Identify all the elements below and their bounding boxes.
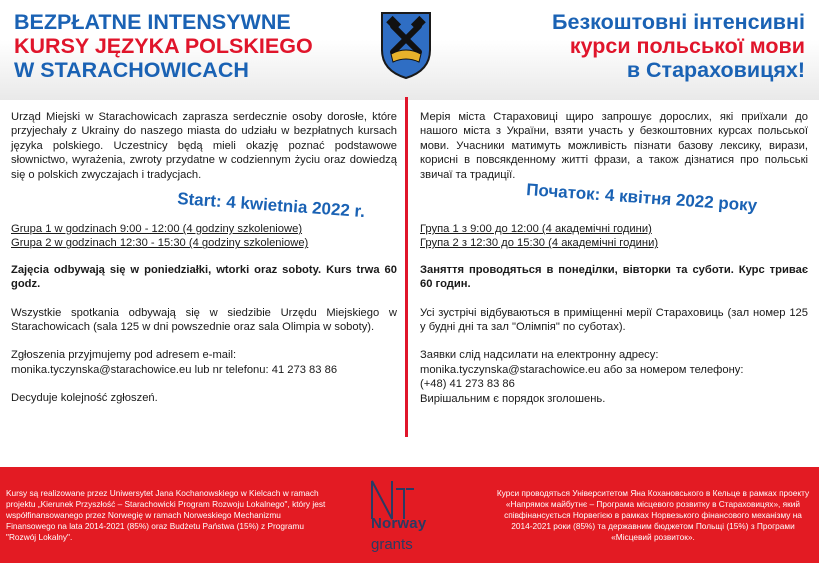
ukrainian-order-note: Вирішальним є порядок зголошень. — [420, 392, 606, 405]
ukrainian-contact — [420, 348, 808, 391]
coat-of-arms-crest-icon — [379, 10, 433, 80]
ukrainian-group-2: Група 2 з 12:30 до 15:30 (4 академічні години) — [420, 237, 659, 250]
grants-logo-word: grants — [371, 536, 413, 553]
polish-schedule: Zajęcia odbywają się w poniedziałki, wtorki oraz soboty. Kurs trwa 60 godz. — [11, 263, 397, 291]
footer-polish-text: Kursy są realizowane przez Uniwersytet Jana Kochanowskiego w Kielcach w ramach projektu „Kierunek Przyszłość – Starachowicki Program Rozwoju Lokalnego", który jest współfinansowanego przez Norwegię w ramach Norweskiego Mechanizmu Finansowego na lata 2014-2021 (85%) oraz Budżetu Państwa (15%) z Programu "Rozwój Lokalny". — [6, 488, 326, 542]
polish-intro: Urząd Miejski w Starachowicach zaprasza serdecznie osoby dorosłe, które przyjechały z Ukrainy do naszego miasta do udziału w bezpłatnych kursach języka polskiego. Uczestnicy będą mieli okazję poznać podstawowe słownictwo, wyrażenia, zwroty przydatne w codziennym życiu oraz dowiedzą się o polskich zwyczajach i tradycjach. — [11, 111, 397, 181]
ukrainian-title — [475, 10, 805, 82]
center-divider — [405, 97, 408, 437]
polish-contact-line-1: Zgłoszenia przyjmujemy pod adresem e-mail: — [11, 349, 237, 362]
polish-title-line-2: KURSY JĘZYKA POLSKIEGO — [14, 34, 313, 58]
ukrainian-contact-line-2[interactable]: monika.tyczynska@starachowice.eu або за номером телефону: — [420, 363, 744, 376]
polish-location: Wszystkie spotkania odbywają się w siedzibie Urzędu Miejskiego w Starachowicach (sala 125 w dni powszednie oraz sala Olimpia w soboty). — [11, 306, 397, 334]
ukrainian-column — [420, 110, 808, 420]
polish-title-line-3: W STARACHOWICACH — [14, 58, 249, 82]
ukrainian-intro: Мерія міста Стараховиці щиро запрошує дорослих, які приїхали до нашого міста з України, взяти участь у безкоштовних курсах польської мови. Учасники матимуть можливість пізнати базову лексику, вирази, корисні в повсякденному житті фрази, а також дізнатися про польські звичаї та традиції. — [420, 111, 808, 181]
polish-group-2: Grupa 2 w godzinach 12:30 - 15:30 (4 godziny szkoleniowe) — [11, 237, 309, 250]
ukrainian-contact-line-1: Заявки слід надсилати на електронну адресу: — [420, 349, 659, 362]
ukrainian-groups — [420, 222, 808, 251]
ukrainian-start-date: Початок: 4 квітня 2022 року — [525, 180, 758, 216]
polish-groups — [11, 222, 397, 251]
polish-title — [14, 10, 354, 82]
footer-ukrainian-text: Курси проводяться Університетом Яна Кохановського в Кельце в рамках проекту «Напрямок майбутнє – Програма місцевого розвитку в Стараховицях», який співфінансується Норвегією в рамках Норвезького фінансового механізму на 2014-2021 роки (85%) та державним бюджетом Польщі (15%) з Програми «Місцевий розвиток». — [496, 488, 810, 542]
ukrainian-group-1: Група 1 з 9:00 до 12:00 (4 академічні години) — [420, 223, 652, 236]
ukrainian-location: Усі зустрічі відбуваються в приміщенні мерії Стараховиць (зал номер 125 у будні дні та зал "Олімпія" по суботах). — [420, 306, 808, 334]
polish-order-note: Decyduje kolejność zgłoszeń. — [11, 392, 158, 405]
ukrainian-schedule: Заняття проводяться в понеділки, вівторки та суботи. Курс триває 60 годин. — [420, 263, 808, 291]
polish-start-date: Start: 4 kwietnia 2022 r. — [176, 189, 366, 222]
ukrainian-title-line-3: в Стараховицях! — [626, 58, 805, 82]
ukrainian-contact-line-3[interactable]: (+48) 41 273 83 86 — [420, 378, 515, 391]
polish-contact-line-2[interactable]: monika.tyczynska@starachowice.eu lub nr telefonu: 41 273 83 86 — [11, 363, 338, 376]
polish-group-1: Grupa 1 w godzinach 9:00 - 12:00 (4 godziny szkoleniowe) — [11, 223, 303, 236]
polish-contact — [11, 348, 397, 377]
ukrainian-title-line-2: курси польської мови — [569, 34, 805, 58]
polish-title-line-1: BEZPŁATNE INTENSYWNE — [14, 10, 291, 34]
norway-logo-word: Norway — [371, 515, 427, 532]
polish-column — [11, 110, 397, 420]
ukrainian-title-line-1: Безкоштовні інтенсивні — [552, 10, 805, 34]
